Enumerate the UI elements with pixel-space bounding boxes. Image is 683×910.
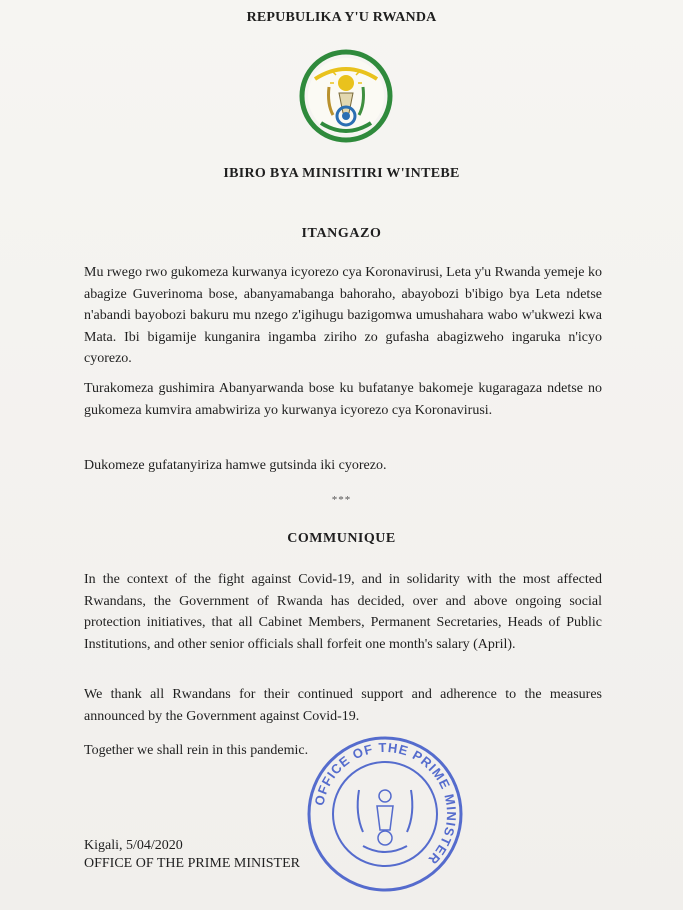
rwanda-coat-of-arms-icon — [299, 49, 393, 143]
english-title: COMMUNIQUE — [287, 531, 396, 546]
place-date: Kigali, 5/04/2020 — [84, 838, 183, 853]
kinyarwanda-paragraph-1: Mu rwego rwo gukomeza kurwanya icyorezo cya Koronavirusi, Leta y'u Rwanda yemeje ko abagize Guverinoma bose, abanyamabanga bahoraho, abayobozi b'ibigo bya Leta ndetse n'abandi bayobozi bakuru mu nzego z'igihugu bazigomwa umushahara wabo w'ukwezi kwa Mata. Ibi bigamije kunganira ingamba ziriho zo gufasha abagizweho ingaruka n'icyo cyorezo. — [84, 265, 602, 366]
prime-minister-seal-icon — [305, 734, 465, 894]
kinyarwanda-paragraph-2: Turakomeza gushimira Abanyarwanda bose ku bufatanye bakomeje kugaragaza ndetse no gukomeza kumvira amabwiriza yo kurwanya icyorezo cya Koronavirusi. — [84, 381, 602, 418]
english-paragraph-1: In the context of the fight against Covid-19, and in solidarity with the most affected Rwandans, the Government of Rwanda has decided, over and above ongoing social protection initiatives, that all Cabinet Members, Permanent Secretaries, Heads of Public Institutions, and other senior officials shall forfeit one month's salary (April). — [84, 572, 602, 652]
office-heading: IBIRO BYA MINISITIRI W'INTEBE — [223, 166, 460, 181]
svg-text:OFFICE OF THE PRIME MINISTER: OFFICE OF THE PRIME MINISTER — [311, 739, 460, 868]
office-signature: OFFICE OF THE PRIME MINISTER — [84, 856, 300, 871]
kinyarwanda-paragraph-3: Dukomeze gufatanyiriza hamwe gutsinda iki cyorezo. — [84, 458, 387, 473]
kinyarwanda-title: ITANGAZO — [301, 226, 382, 241]
english-paragraph-2: We thank all Rwandans for their continued support and adherence to the measures announced by the Government against Covid-19. — [84, 687, 602, 724]
country-heading: REPUBULIKA Y'U RWANDA — [246, 10, 437, 25]
english-paragraph-3: Together we shall rein in this pandemic. — [84, 743, 309, 758]
section-separator: *** — [331, 494, 352, 506]
